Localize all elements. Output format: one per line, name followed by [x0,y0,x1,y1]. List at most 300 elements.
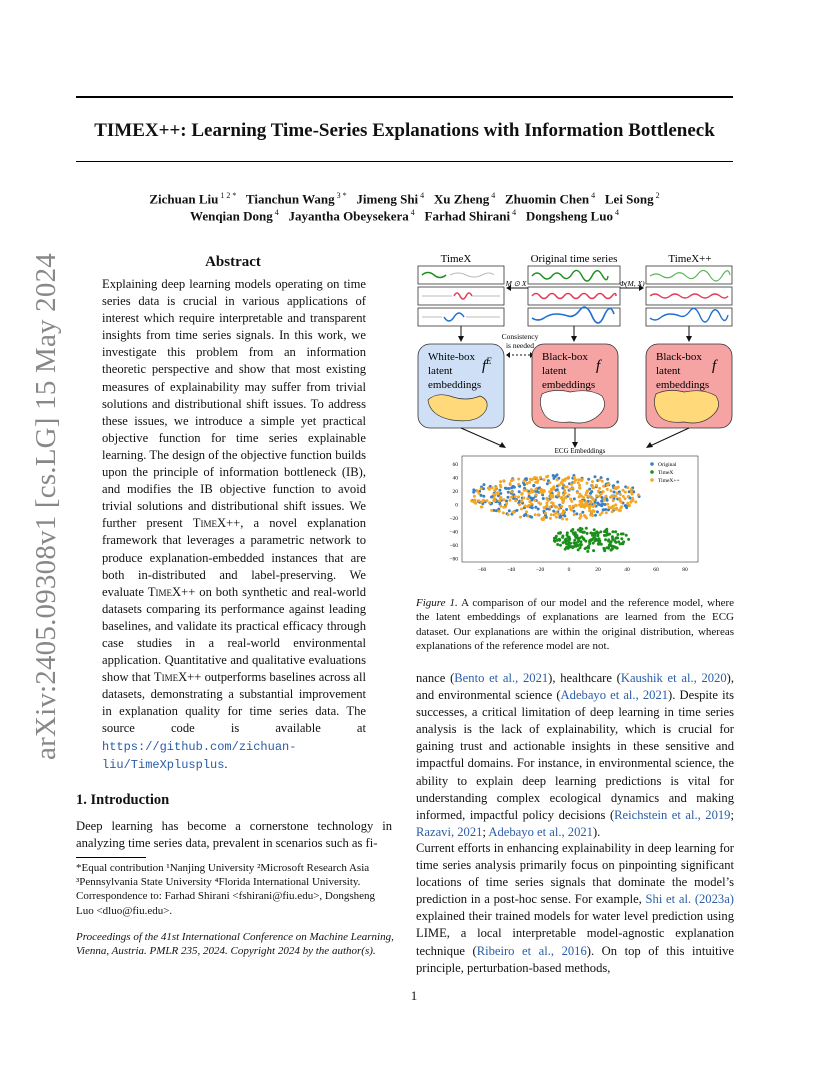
scatter-point [524,505,527,508]
scatter-point [583,531,586,534]
scatter-point [548,490,551,493]
citation-link[interactable]: Kaushik et al., 2020 [620,671,727,685]
scatter-point [579,513,582,516]
footnote: *Equal contribution ¹Nanjing University ²Microsoft Research Asia ³Pennsylvania State University ⁴Florida International University. Correspondence to: Farhad Shirani <fshirani@fiu.edu>, Dongsheng Luo <dluo@fiu.edu>. [76,862,376,917]
scatter-point [494,494,497,497]
scatter-point [622,489,625,492]
scatter-point [534,488,537,491]
scatter-point [473,495,476,498]
scatter-point [567,547,570,550]
svg-text:White-box: White-box [428,351,476,363]
scatter-point [615,487,618,490]
scatter-point [552,504,555,507]
scatter-point [603,548,606,551]
scatter-point [545,507,548,510]
scatter-point [594,514,597,517]
scatter-point [485,499,488,502]
author-name: Jimeng Shi [356,191,419,207]
svg-text:Black-box: Black-box [542,351,588,363]
scatter-point [590,490,593,493]
scatter-point [586,550,589,553]
scatter-point [582,537,585,540]
scatter-point [630,499,633,502]
scatter-point [615,546,618,549]
scatter-point [587,495,590,498]
scatter-point [592,486,595,489]
scatter-point [548,506,551,509]
scatter-point [631,497,634,500]
method-name: TimeX++ [153,670,202,685]
citation-link[interactable]: Ribeiro et al., 2016 [476,943,587,958]
scatter-point [630,488,633,491]
scatter-point [528,500,531,503]
scatter-point [578,517,581,520]
scatter-point [591,480,594,483]
citation-link[interactable]: Adebayo et al., 2021 [560,688,669,703]
citation-link[interactable]: Adebayo et al., 2021 [488,824,593,839]
scatter-point [580,479,583,482]
citation-link[interactable]: Reichstein et al., 2019 [614,807,731,822]
scatter-point [611,537,614,540]
scatter-point [581,503,584,506]
scatter-point [480,487,483,490]
scatter-point [502,506,505,509]
scatter-point [508,499,511,502]
scatter-point [474,499,477,502]
citation-link[interactable]: Razavi, 2021 [416,824,483,839]
label-mx: M ⊙ X [505,279,527,288]
author-affiliation: 1 2 * [218,191,237,200]
scatter-point [606,488,609,491]
scatter-point [518,490,521,493]
svg-text:latent: latent [542,365,567,377]
scatter-point [490,509,493,512]
scatter-x-ticks [478,567,688,573]
scatter-point [499,480,502,483]
scatter-point [611,506,614,509]
scatter-point [593,501,596,504]
y-tick-label: −60 [449,543,458,549]
scatter-point [561,501,564,504]
label-timex: TimeX [440,253,472,265]
scatter-point [556,473,559,476]
svg-text:Black-box: Black-box [656,351,702,363]
scatter-point [535,494,538,497]
scatter-point [482,499,485,502]
author-affiliation: 4 [589,191,596,200]
scatter-point [488,501,491,504]
scatter-point [600,493,603,496]
scatter-point [607,538,610,541]
scatter-point [533,476,536,479]
scatter-point [605,533,608,536]
author-name: Zichuan Liu [149,191,219,207]
paper-title: TIMEX++: Learning Time-Series Explanations with Information Bottleneck [94,120,715,141]
scatter-point [514,495,517,498]
y-tick-label: −40 [449,529,458,536]
citation-link[interactable]: Shi et al. (2023a) [645,892,734,907]
scatter-point [556,488,559,491]
scatter-point [545,502,548,505]
citation-link[interactable]: Bento et al., 2021 [454,671,549,685]
timexpp-signal-panels [646,266,732,326]
scatter-point [569,545,572,548]
scatter-point [586,482,589,485]
scatter-point [534,499,537,502]
x-tick-label: −60 [477,567,487,573]
scatter-point [605,546,608,549]
scatter-point [554,540,557,543]
scatter-point [476,490,479,493]
scatter-point [606,478,609,481]
scatter-point [586,489,589,492]
scatter-point [556,478,559,481]
scatter-point [598,487,601,490]
scatter-point [602,508,605,511]
scatter-point [595,494,598,497]
svg-text:latent: latent [656,365,681,377]
y-tick-label: −20 [449,516,458,522]
scatter-point [518,503,521,506]
scatter-point [620,501,623,504]
scatter-point [557,532,560,535]
scatter-point [572,533,575,536]
scatter-point [550,513,553,516]
scatter-point [634,501,637,504]
scatter-point [587,478,590,481]
scatter-point [585,546,588,549]
scatter-point [598,478,601,481]
svg-text:fE: $f^E$ [482,356,492,374]
col2-paragraph-1: nance (Bento et al., 2021), healthcare (Kaushik et al., 2020), and environmental science (Adebayo et al., 2021). Despite its successes, a critical limitation of deep learning in time series analysis is the lack of explainability, which is crucial for gaining trust and actionable insights in these sensitive and impactful domains. For instance, in environmental science, the ability to explain deep learning predictions is vital for understanding complex ecological dynamics and making informed, impactful policy decisions (Reichstein et al., 2019; Razavi, 2021; Adebayo et al., 2021). [416,671,735,839]
scatter-point [603,530,606,533]
scatter-point [579,487,582,490]
scatter-point [615,507,618,510]
scatter-point [596,510,599,513]
scatter-point [543,516,546,519]
scatter-point [491,486,494,489]
author-affiliation: 2 [653,191,660,200]
scatter-point [558,507,561,510]
scatter-point [611,510,614,513]
scatter-point [593,528,596,531]
author-affiliation: 4 [408,208,415,217]
scatter-point [567,543,570,546]
scatter-point [556,543,559,546]
scatter-point [559,544,562,547]
scatter-point [614,530,617,533]
method-name: TimeX++ [147,584,196,599]
scatter-point [609,489,612,492]
scatter-point [499,485,502,488]
scatter-point [552,474,555,477]
scatter-point [575,512,578,515]
scatter-point [565,508,568,511]
scatter-point [599,530,602,533]
scatter-point [539,476,542,479]
author-name: Zhuomin Chen [504,191,590,207]
scatter-point [514,499,517,502]
scatter-point [555,511,558,514]
scatter-point [565,518,568,521]
scatter-point [530,488,533,491]
section-heading-introduction: 1. Introduction [76,792,170,808]
scatter-point [637,493,640,496]
title-bottom-rule [76,161,733,162]
scatter-point [562,498,565,501]
scatter-point [561,479,564,482]
scatter-point [591,509,594,512]
scatter-point [548,481,551,484]
scatter-point [575,542,578,545]
scatter-point [614,503,617,506]
scatter-point [530,516,533,519]
author-affiliation: 4 [612,208,619,217]
scatter-point [557,513,560,516]
scatter-point [591,497,594,500]
scatter-point [602,490,605,493]
scatter-point [616,481,619,484]
scatter-point [588,539,591,542]
author-affiliation: 4 [272,208,279,217]
x-tick-label: 20 [595,567,601,573]
scatter-point [613,540,616,543]
scatter-point [620,505,623,508]
method-name: TimeX++ [192,516,241,531]
scatter-point [595,530,598,533]
scatter-point [472,491,475,494]
scatter-point [596,534,599,537]
scatter-point [597,543,600,546]
svg-text:TimeX++: TimeX++ [658,478,680,484]
scatter-point [527,515,530,518]
scatter-point [585,527,588,530]
scatter-point [495,509,498,512]
scatter-point [537,513,540,516]
scatter-point [578,495,581,498]
scatter-point [616,533,619,536]
x-tick-label: 0 [567,567,571,573]
scatter-point [622,495,625,498]
scatter-point [606,484,609,487]
scatter-point [523,514,526,517]
scatter-point [560,505,563,508]
scatter-point [519,516,522,519]
scatter-point [627,495,630,498]
blackbox-latent-box-original [532,344,618,428]
y-tick-label: 40 [452,475,458,482]
scatter-point [625,534,628,537]
scatter-point [507,491,510,494]
scatter-point [573,510,576,513]
code-link[interactable]: https://github.com/zichuan-liu/TimeXplusplus [102,739,297,772]
svg-text:embeddings: embeddings [542,379,596,391]
y-tick-label: 20 [452,489,458,495]
x-tick-label: −20 [535,567,545,573]
label-phi: Φ(M, X) [619,279,645,288]
scatter-point [520,500,523,503]
scatter-point [592,542,595,545]
scatter-point [603,498,606,501]
scatter-point [545,497,548,500]
scatter-point [552,487,555,490]
scatter-point [561,535,564,538]
scatter-point [520,508,523,511]
scatter-point [477,499,480,502]
scatter-point [470,500,473,503]
timex-signal-panels [418,266,504,326]
author-name: Jayantha Obeysekera [288,208,409,224]
scatter-point [571,487,574,490]
scatter-point [600,543,603,546]
scatter-point [619,493,622,496]
scatter-point [498,489,501,492]
y-tick-label: −80 [449,556,458,563]
scatter-point [539,490,542,493]
scatter-point [594,537,597,540]
scatter-point [499,498,502,501]
scatter-point [543,506,546,509]
scatter-point [614,495,617,498]
svg-text:TimeX: TimeX [658,470,674,476]
scatter-point [510,490,513,493]
x-tick-label: 60 [653,567,659,573]
scatter-point [589,532,592,535]
scatter-point [628,504,631,507]
scatter-point [573,539,576,542]
scatter-point [495,486,498,489]
scatter-point [595,484,598,487]
scatter-point [487,487,490,490]
scatter-point [616,536,619,539]
scatter-point [530,497,533,500]
scatter-point [496,492,499,495]
scatter-point [626,486,629,489]
scatter-point [510,496,513,499]
label-original: Original time series [530,253,618,265]
scatter-point [526,482,529,485]
scatter-point [604,503,607,506]
scatter-point [627,538,630,541]
scatter-point [611,495,614,498]
scatter-point [564,477,567,480]
scatter-point [593,533,596,536]
scatter-point [525,510,528,513]
scatter-point [517,496,520,499]
scatter-point [532,484,535,487]
scatter-point [611,530,614,533]
scatter-point [608,533,611,536]
scatter-point [569,498,572,501]
scatter-point [581,528,584,531]
scatter-point [570,483,573,486]
scatter-point [592,505,595,508]
scatter-point [555,516,558,519]
scatter-point [542,497,545,500]
scatter-point [502,511,505,514]
scatter-point [597,490,600,493]
scatter-point [567,536,570,539]
scatter-point [591,514,594,517]
svg-text:embeddings: embeddings [656,379,710,391]
author-affiliation: 3 * [334,191,347,200]
scatter-point [546,475,549,478]
scatter-point [483,483,486,486]
scatter-point [576,534,579,537]
scatter-point [499,492,502,495]
scatter-point [505,500,508,503]
author-line-2 [76,208,733,224]
scatter-point [558,516,561,519]
scatter-point [568,505,571,508]
scatter-point [570,507,573,510]
scatter-point [579,500,582,503]
scatter-point [522,497,525,500]
scatter-point [553,513,556,516]
scatter-point [534,513,537,516]
scatter-point [498,510,501,513]
scatter-point [504,487,507,490]
scatter-point [513,511,516,514]
scatter-point [605,511,608,514]
y-tick-label: 0 [455,502,458,509]
col2-paragraph-2: Current efforts in enhancing explainability in deep learning for time series analysis primarily focus on pinpointing significant locations of time series signals that dominate the model’s prediction in a post-hoc sense. For example, Shi et al. (2023a) explained their trained models for water level prediction using LIME, a local interpretable model-agnostic explanation technique (Ribeiro et al., 2016). On top of this intuitive principle, perturbation-based methods, [416,841,734,975]
author-affiliation: 4 [489,191,496,200]
scatter-point [529,478,532,481]
scatter-title: ECG Embeddings [554,447,606,455]
scatter-point [584,540,587,543]
blackbox-latent-box-timexpp [646,344,732,428]
scatter-point [589,500,592,503]
scatter-point [612,499,615,502]
scatter-point [622,532,625,535]
scatter-point [517,483,520,486]
scatter-point [520,493,523,496]
original-signal-panels [528,266,620,326]
scatter-point [573,497,576,500]
scatter-point [571,528,574,531]
scatter-point [579,543,582,546]
svg-text:f: f [596,358,601,374]
scatter-point [610,540,613,543]
scatter-point [581,511,584,514]
scatter-point [618,497,621,500]
scatter-point [567,493,570,496]
svg-text:embeddings: embeddings [428,379,482,391]
scatter-point [567,539,570,542]
scatter-point [523,480,526,483]
scatter-point [502,480,505,483]
scatter-point [499,505,502,508]
page-number: 1 [410,988,418,1003]
whitebox-latent-box [418,344,504,428]
scatter-point [619,509,622,512]
svg-text:latent: latent [428,365,453,377]
abstract-heading: Abstract [205,254,261,270]
top-rule [76,96,733,98]
scatter-point [584,515,587,518]
footnote-rule [76,857,146,858]
scatter-point [505,502,508,505]
scatter-point [574,478,577,481]
scatter-point [480,506,483,509]
author-name: Wenqian Dong [190,208,273,224]
figure-1 [410,248,740,588]
scatter-point [578,503,581,506]
scatter-point [613,491,616,494]
scatter-point [620,537,623,540]
scatter-point [577,481,580,484]
